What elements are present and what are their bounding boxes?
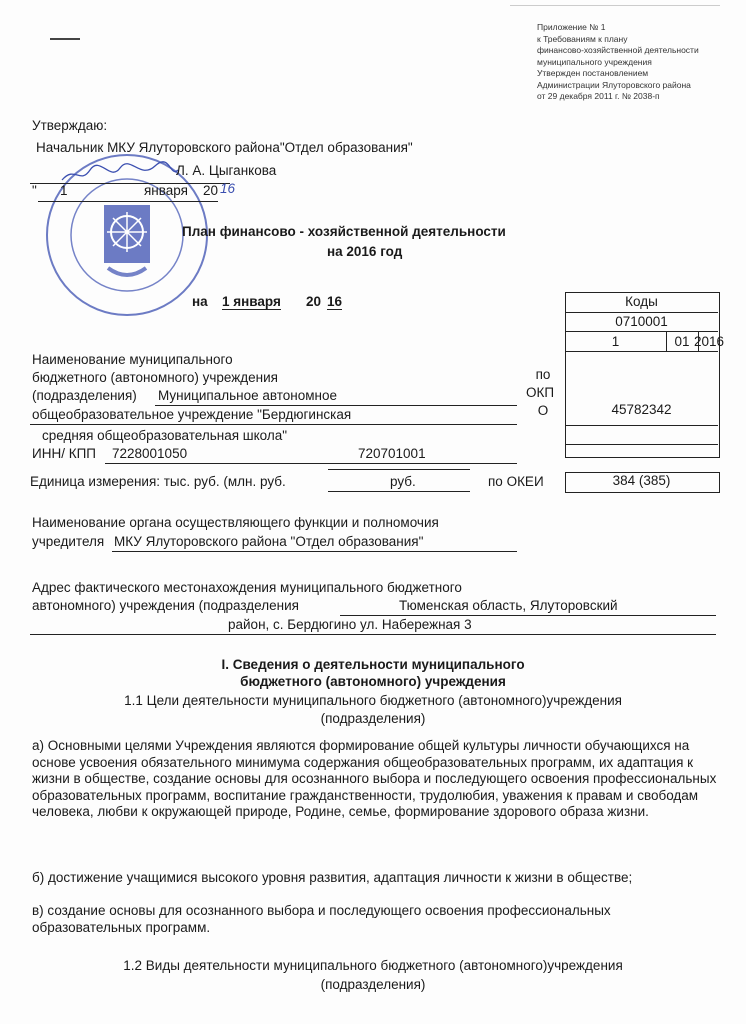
report-year-suffix: 16 — [327, 294, 343, 309]
annex-line: Утвержден постановлением — [537, 68, 649, 78]
founder-label: Наименование органа осуществляющего функции и полномочия — [32, 515, 439, 530]
approval-day: 1 — [60, 183, 68, 198]
approve-label: Утверждаю: — [32, 118, 108, 133]
annex-block — [537, 22, 699, 103]
date-prefix: на — [192, 294, 208, 309]
goal-paragraph: а) Основными целями Учреждения являются формирование общей культуры личности обучающихся на основе усвоения обязательного минимума содержания общеобразовательных программ, их адаптация к жизни в обществе, создание основы для осознанного выбора и последующего освоения профессиональных образовательных программ, воспитание гражданственности, трудолюбия, уважения к правам и свободам человека, любви к окружающей природе, Родине, семье, формирование здорового образа жизни. — [32, 738, 717, 819]
address-label: автономного) учреждения (подразделения — [32, 598, 299, 613]
quote-mark: " — [32, 183, 37, 198]
inn-label: ИНН/ КПП — [32, 446, 96, 461]
approval-year-prefix: 20 — [203, 183, 219, 198]
scan-edge — [510, 5, 720, 6]
inn-value: 7228001050 — [112, 446, 188, 461]
goal-paragraph: б) достижение учащимися высокого уровня развития, адаптация личности к жизни в обществе; — [32, 870, 633, 885]
approver-name: Л. А. Цыганкова — [176, 163, 277, 178]
goal-paragraph: в) создание основы для осознанного выбора и последующего освоения профессиональных образовательных программ. — [32, 903, 611, 935]
annex-line: муниципального учреждения — [537, 56, 652, 67]
scan-mark — [50, 38, 80, 40]
founder-label: учредителя — [32, 534, 105, 549]
okei-code: 384 (385) — [612, 473, 671, 488]
annex-line: Администрации Ялуторовского района — [537, 79, 691, 90]
annex-line: финансово-хозяйственной деятельности — [537, 45, 699, 55]
institution-label: бюджетного (автономного) учреждения — [32, 370, 278, 385]
institution-label: (подразделения) — [32, 388, 137, 403]
okei-label: по ОКЕИ — [488, 474, 544, 489]
subsection-title: (подразделения) — [320, 711, 426, 726]
code-day: 1 — [611, 334, 620, 349]
annex-line: Приложение № 1 — [537, 22, 606, 32]
approver-position: Начальник МКУ Ялуторовского района"Отдел образования" — [36, 140, 413, 155]
code-month: 01 — [674, 334, 690, 349]
annex-line: к Требованиям к плану — [537, 33, 628, 44]
report-date: 1 января — [222, 294, 281, 309]
section-title: I. Сведения о деятельности муниципального — [221, 657, 525, 672]
okpo-label-part: ОКП — [526, 385, 555, 400]
kpp-value: 720701001 — [358, 446, 426, 461]
date-underline — [38, 201, 218, 202]
address-value: район, с. Бердюгино ул. Набережная 3 — [228, 617, 472, 632]
approval-month: января — [144, 183, 188, 198]
founder-value: МКУ Ялуторовского района "Отдел образования" — [114, 534, 424, 549]
okpo-label-part: О — [537, 403, 549, 418]
okud-code: 0710001 — [615, 314, 668, 329]
document-year: на 2016 год — [327, 244, 403, 259]
codes-header: Коды — [625, 294, 658, 309]
annex-line: от 29 декабря 2011 г. № 2038-п — [537, 91, 660, 101]
document-title: План финансово - хозяйственной деятельности — [182, 224, 506, 239]
institution-label: Наименование муниципального — [32, 352, 233, 367]
subsection-title: 1.1 Цели деятельности муниципального бюджетного (автономного)учреждения — [124, 693, 622, 708]
institution-name: средняя общеобразовательная школа" — [42, 428, 288, 443]
address-label: Адрес фактического местонахождения муниципального бюджетного — [32, 580, 462, 595]
approval-year-suffix: 16 — [220, 181, 236, 196]
institution-name: Муниципальное автономное — [158, 388, 338, 403]
institution-name: общеобразовательное учреждение "Бердюгинская — [32, 407, 352, 422]
okpo-label-part: по — [535, 367, 551, 382]
unit-label: Единица измерения: тыс. руб. (млн. руб. — [30, 474, 286, 489]
address-value: Тюменская область, Ялуторовский — [399, 598, 618, 613]
okpo-code: 45782342 — [611, 402, 672, 417]
section-title: бюджетного (автономного) учреждения — [240, 674, 506, 689]
report-year-prefix: 20 — [306, 294, 322, 309]
subsection-title: (подразделения) — [320, 977, 426, 992]
subsection-title: 1.2 Виды деятельности муниципального бюджетного (автономного)учреждения — [123, 958, 623, 973]
okpo-label — [526, 366, 555, 420]
code-year: 2016 — [694, 334, 725, 349]
unit-rub: руб. — [390, 474, 416, 489]
